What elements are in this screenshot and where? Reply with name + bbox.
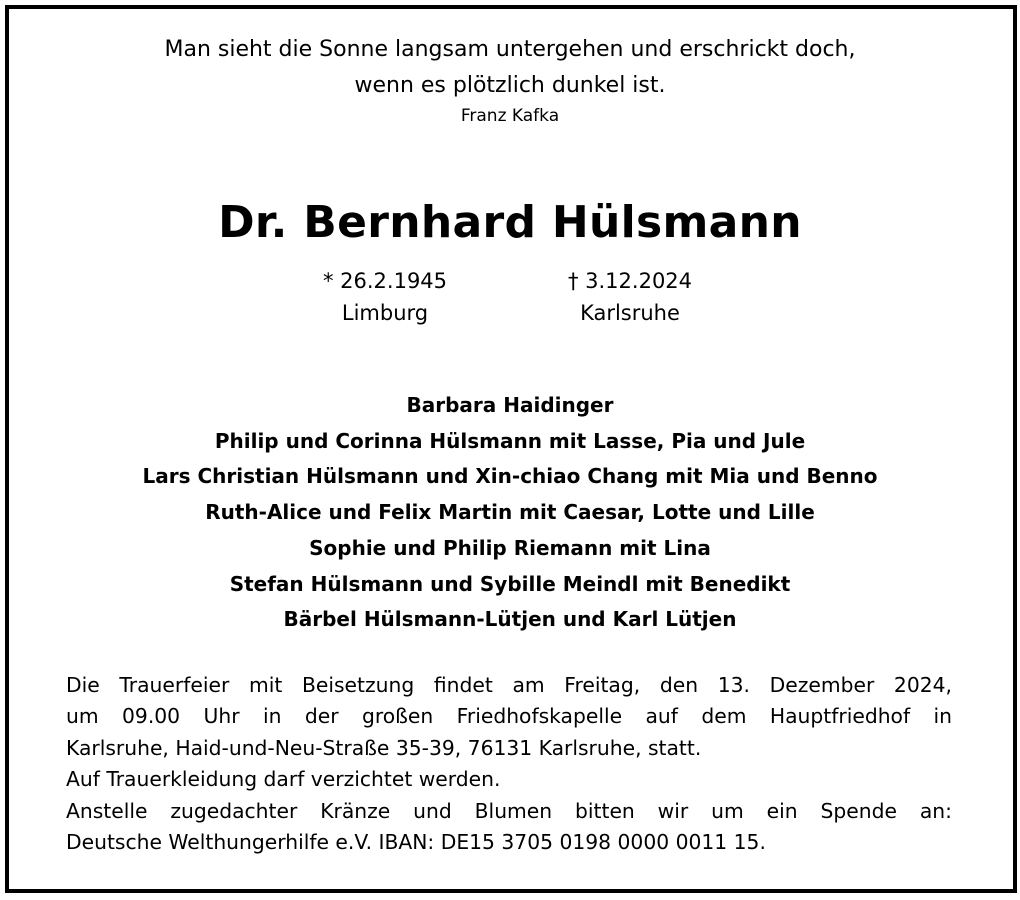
- notice-line: Die Trauerfeier mit Beisetzung findet am Freitag, den 13. Dezember 2024,: [66, 673, 952, 697]
- mourner-entry: Barbara Haidinger: [406, 393, 614, 417]
- notice-line: Karlsruhe, Haid-und-Neu-Straße 35-39, 76131 Karlsruhe, statt.: [66, 735, 702, 760]
- mourner-entry: Sophie und Philip Riemann mit Lina: [309, 535, 711, 560]
- mourner-entry: Philip und Corinna Hülsmann mit Lasse, Pia und Jule: [214, 428, 806, 453]
- quote-line-2: wenn es plötzlich dunkel ist.: [354, 73, 666, 98]
- mourner-entry: Bärbel Hülsmann-Lütjen und Karl Lütjen: [283, 607, 737, 632]
- mourner-entry: Stefan Hülsmann und Sybille Meindl mit Benedikt: [229, 571, 791, 596]
- death-date: † 3.12.2024: [567, 269, 693, 293]
- quote-author: Franz Kafka: [460, 106, 560, 126]
- death-place: Karlsruhe: [580, 301, 680, 325]
- birth-info: [285, 265, 485, 329]
- mourner-entry: Lars Christian Hülsmann und Xin-chiao Chang mit Mia und Benno: [142, 464, 878, 489]
- deceased-name: Dr. Bernhard Hülsmann: [218, 197, 802, 248]
- mourners-list: [0, 388, 1020, 638]
- notice-line: Deutsche Welthungerhilfe e.V. IBAN: DE15 3705 0198 0000 0011 15.: [66, 830, 766, 855]
- notice-line: Anstelle zugedachter Kränze und Blumen bitten wir um ein Spende an:: [66, 798, 952, 823]
- life-dates: [0, 265, 1020, 335]
- death-info: [530, 265, 730, 329]
- notice-line: um 09.00 Uhr in der großen Friedhofskapelle auf dem Hauptfriedhof in: [66, 704, 952, 729]
- notice-line: Auf Trauerkleidung darf verzichtet werden.: [66, 767, 501, 792]
- birth-place: Limburg: [341, 301, 429, 325]
- quote-line-1: Man sieht die Sonne langsam untergehen und erschrickt doch,: [164, 37, 856, 62]
- birth-date: * 26.2.1945: [322, 269, 448, 293]
- mourner-entry: Ruth-Alice und Felix Martin mit Caesar, Lotte und Lille: [205, 500, 815, 525]
- funeral-notice: [66, 670, 952, 858]
